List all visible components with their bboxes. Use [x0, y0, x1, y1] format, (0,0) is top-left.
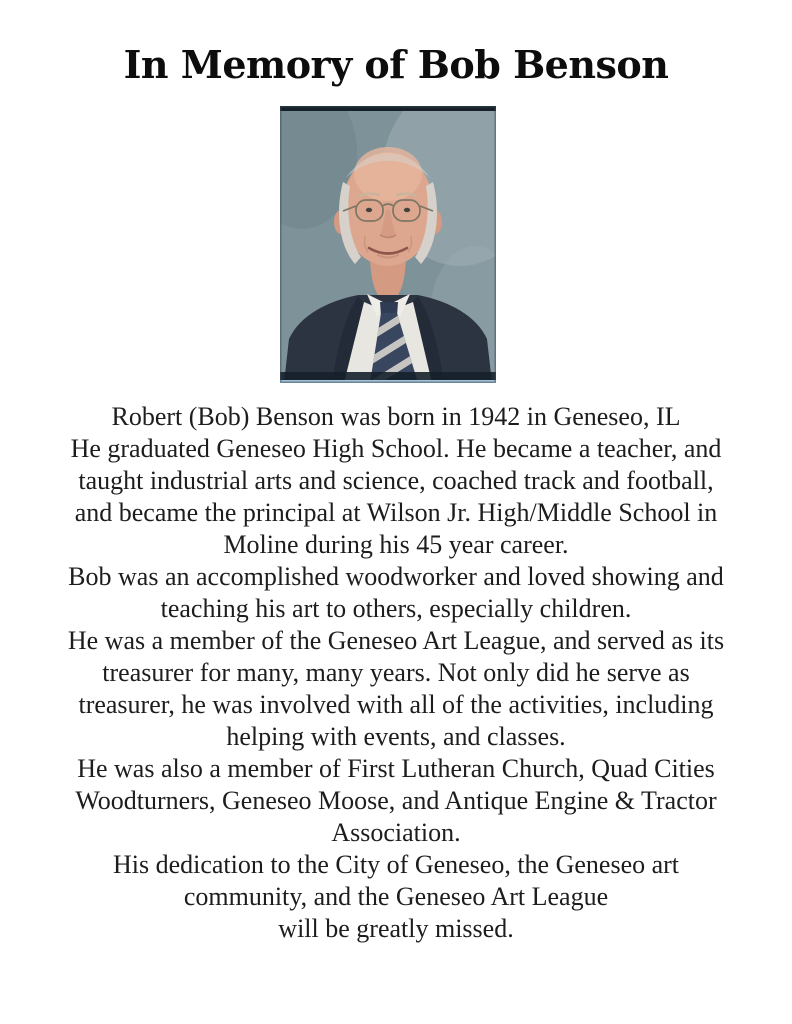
memorial-line: and became the principal at Wilson Jr. High/Middle School in	[74, 498, 718, 527]
portrait-photo-graphic	[280, 106, 496, 383]
portrait-photo	[280, 106, 496, 383]
memorial-line: Moline during his 45 year career.	[223, 530, 569, 559]
memorial-line: Bob was an accomplished woodworker and loved showing and	[68, 562, 724, 591]
memorial-line: taught industrial arts and science, coached track and football,	[78, 466, 714, 495]
memorial-line: treasurer, he was involved with all of the activities, including	[78, 690, 714, 719]
memorial-line: Association.	[331, 818, 461, 847]
memorial-line: will be greatly missed.	[278, 914, 514, 943]
memorial-line: community, and the Geneseo Art League	[183, 882, 609, 911]
memorial-line: He graduated Geneseo High School. He became a teacher, and	[70, 434, 722, 463]
memorial-line: His dedication to the City of Geneseo, the Geneseo art	[112, 850, 680, 879]
memorial-line: treasurer for many, many years. Not only did he serve as	[102, 658, 690, 687]
memorial-text	[46, 401, 746, 945]
memorial-line: Robert (Bob) Benson was born in 1942 in Geneseo, IL	[111, 402, 681, 431]
memorial-line: He was also a member of First Lutheran Church, Quad Cities	[77, 754, 715, 783]
memorial-line: He was a member of the Geneseo Art League, and served as its	[67, 626, 725, 655]
memorial-line: Woodturners, Geneseo Moose, and Antique Engine & Tractor	[75, 786, 717, 815]
memorial-line: teaching his art to others, especially children.	[160, 594, 632, 623]
memorial-line: helping with events, and classes.	[226, 722, 566, 751]
page-title: In Memory of Bob Benson	[123, 42, 669, 87]
